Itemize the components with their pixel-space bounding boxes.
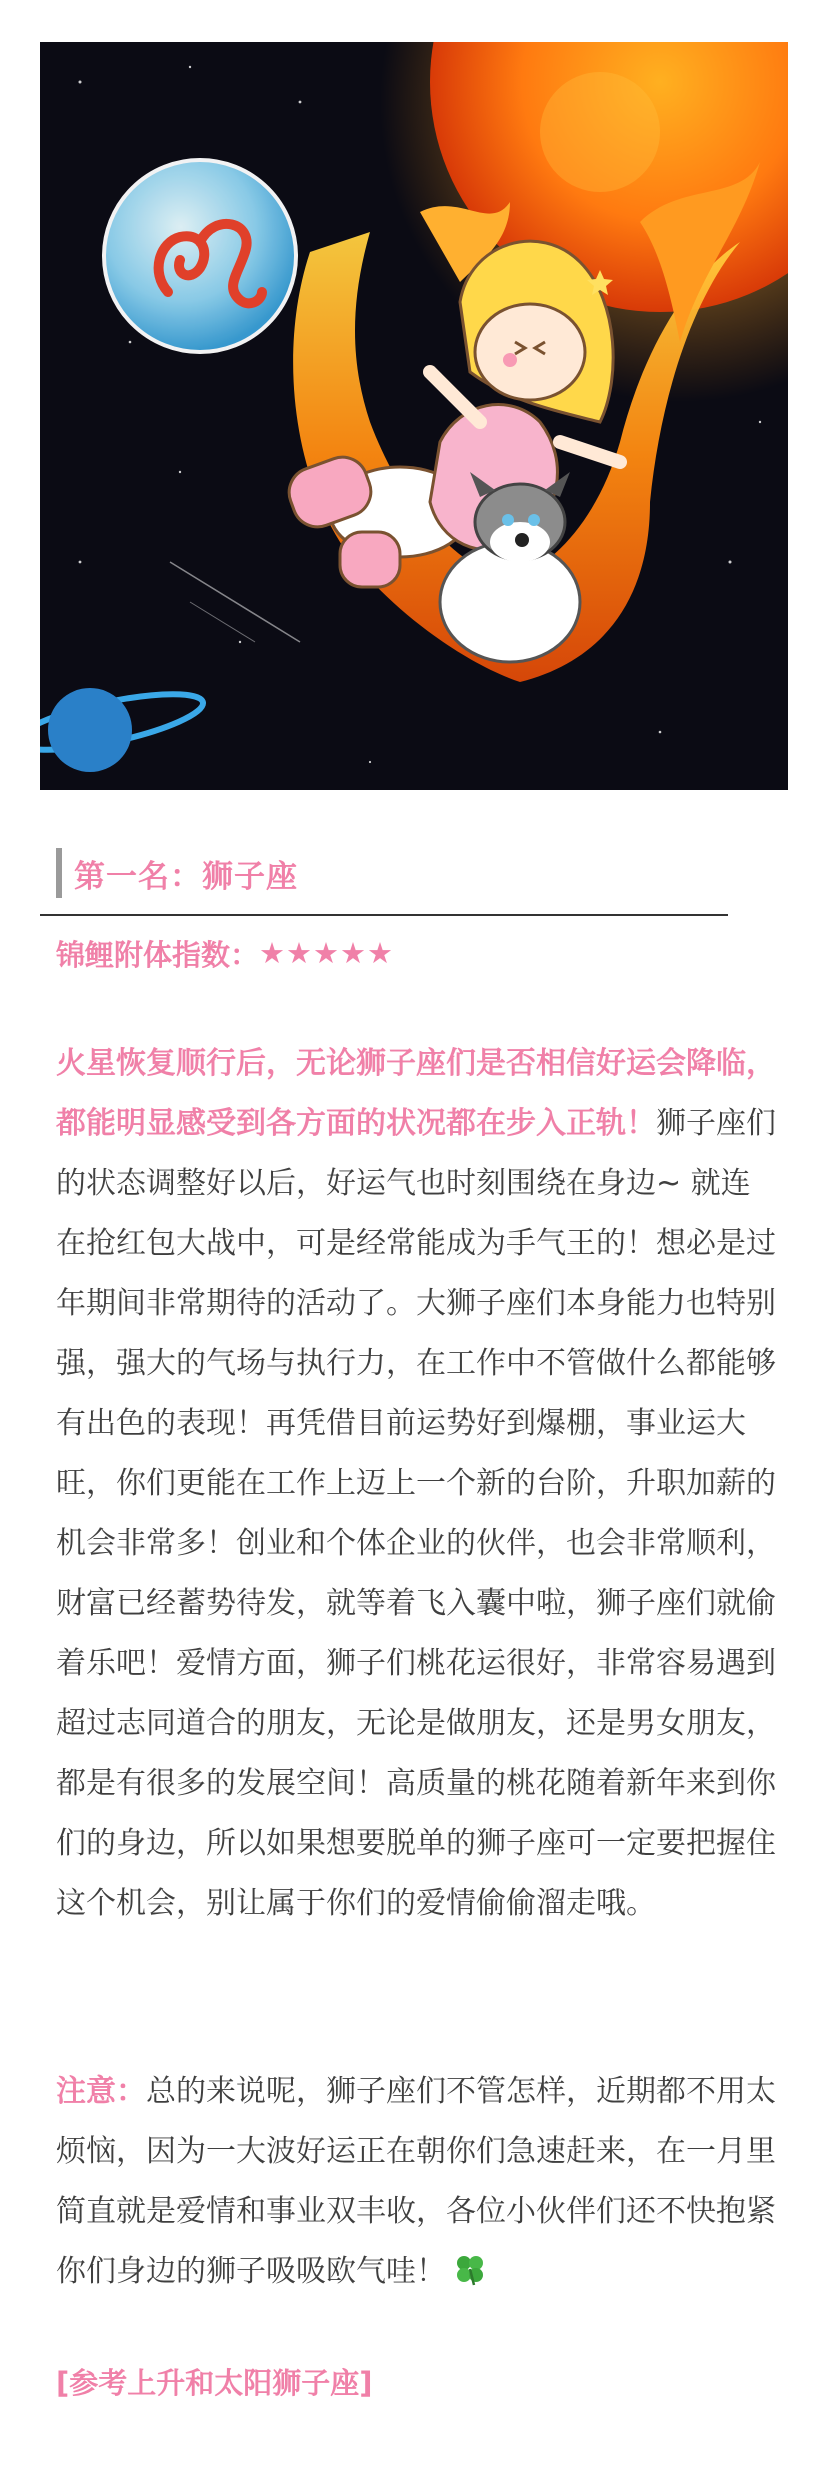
reference-label: [参考上升和太阳狮子座] (56, 2365, 373, 2400)
paragraph-body: 狮子座们的状态调整好以后，好运气也时刻围绕在身边~ 就连在抢红包大战中，可是经常能成为手气王的！想必是过年期间非常期待的活动了。大狮子座们本身能力也特别强，强大的气场与执行力，在工作中不管做什么都能够有出色的表现！再凭借目前运势好到爆棚，事业运大旺，你们更能在工作上迈上一个新的台阶，升职加薪的机会非常多！创业和个体企业的伙伴，也会非常顺利，财富已经蓄势待发，就等着飞入囊中啦，狮子座们就偷着乐吧！爱情方面，狮子们桃花运很好，非常容易遇到超过志同道合的朋友，无论是做朋友，还是男女朋友，都是有很多的发展空间！高质量的桃花随着新年来到你们的身边，所以如果想要脱单的狮子座可一定要把握住这个机会，别让属于你们的爱情偷偷溜走哦。 (56, 1106, 776, 1921)
star-rating: ★★★★★ (259, 936, 395, 970)
section-title: 第一名：狮子座 (74, 858, 298, 895)
heading-divider (40, 914, 728, 916)
leo-zodiac-illustration (40, 42, 788, 790)
lucky-index (56, 928, 394, 978)
note-paragraph (56, 2062, 776, 2302)
note-lead: 注意： (56, 2074, 146, 2109)
note-body: 总的来说呢，狮子座们不管怎样，近期都不用太烦恼，因为一大波好运正在朝你们急速赶来，在一月里简直就是爱情和事业双丰收，各位小伙伴们还不快抱紧你们身边的狮子吸吸欧气哇！ (56, 2074, 776, 2289)
section-heading (56, 848, 298, 898)
reference-note (56, 2356, 373, 2406)
lucky-index-label: 锦鲤附体指数： (56, 937, 260, 972)
clover-icon (452, 2251, 488, 2287)
paragraph-lead: 火星恢复顺行后，无论狮子座们是否相信好运会降临，都能明显感受到各方面的状况都在步入正轨！ (56, 1046, 776, 1141)
hero-illustration (40, 42, 788, 790)
fortune-paragraph (56, 1034, 776, 1934)
